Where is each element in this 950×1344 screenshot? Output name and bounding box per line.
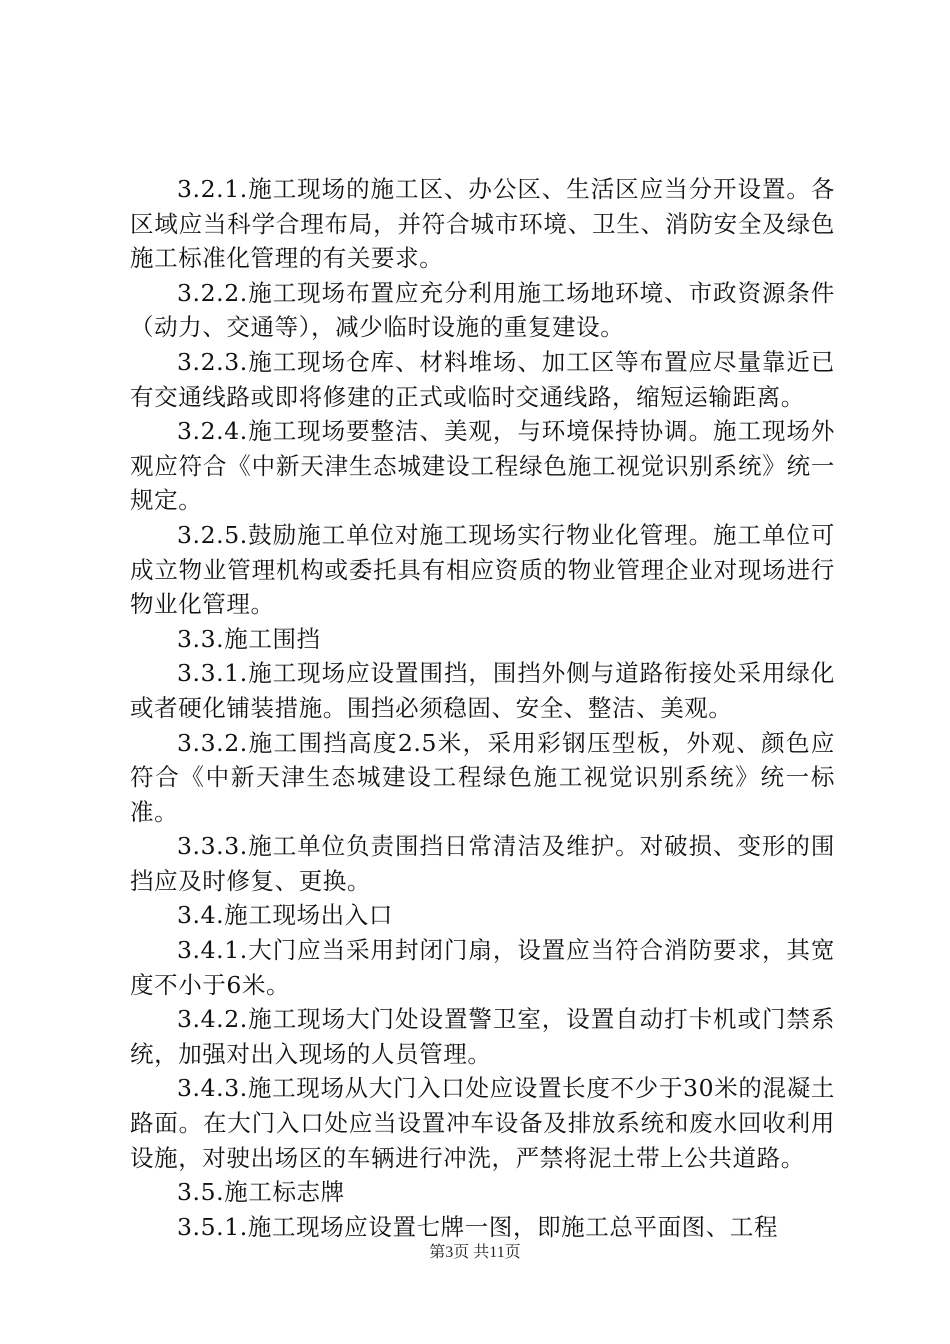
paragraph-3-5-1: 3.5.1.施工现场应设置七牌一图，即施工总平面图、工程 [177,1212,779,1241]
paragraph-3-2-3: 3.2.3.施工现场仓库、材料堆场、加工区等布置应尽量靠近已有交通线路或即将修建的正式或临时交通线路，缩短运输距离。 [130,347,835,411]
paragraph-3-3-2: 3.3.2.施工围挡高度2.5米，采用彩钢压型板，外观、颜色应符合《中新天津生态城建设工程绿色施工视觉识别系统》统一标准。 [130,728,835,826]
section-heading-3-3: 3.3.施工围挡 [177,624,321,653]
paragraph-3-2-2: 3.2.2.施工现场布置应充分利用施工场地环境、市政资源条件（动力、交通等），减少临时设施的重复建设。 [130,278,835,342]
paragraph-3-4-1: 3.4.1.大门应当采用封闭门扇，设置应当符合消防要求，其宽度不小于6米。 [130,936,835,999]
page-footer: 第3页 共11页 [429,1244,521,1261]
paragraph-3-2-4: 3.2.4.施工现场要整洁、美观，与环境保持协调。施工现场外观应符合《中新天津生态城建设工程绿色施工视觉识别系统》统一规定。 [130,417,835,515]
document-body [130,172,835,1244]
paragraph-3-4-3: 3.4.3.施工现场从大门入口处应设置长度不少于30米的混凝土路面。在大门入口处应当设置冲车设备及排放系统和废水回收利用设施，对驶出场区的车辆进行冲洗，严禁将泥土带上公共道路。 [130,1074,835,1172]
paragraph-3-4-2: 3.4.2.施工现场大门处设置警卫室，设置自动打卡机或门禁系统，加强对出入现场的人员管理。 [130,1005,835,1068]
paragraph-3-2-1: 3.2.1.施工现场的施工区、办公区、生活区应当分开设置。各区域应当科学合理布局，并符合城市环境、卫生、消防安全及绿色施工标准化管理的有关要求。 [130,175,835,273]
paragraph-3-3-1: 3.3.1.施工现场应设置围挡，围挡外侧与道路衔接处采用绿化或者硬化铺装措施。围挡必须稳固、安全、整洁、美观。 [130,659,835,722]
section-heading-3-4: 3.4.施工现场出入口 [177,901,393,930]
paragraph-3-2-5: 3.2.5.鼓励施工单位对施工现场实行物业化管理。施工单位可成立物业管理机构或委托具有相应资质的物业管理企业对现场进行物业化管理。 [130,520,835,619]
paragraph-3-3-3: 3.3.3.施工单位负责围挡日常清洁及维护。对破损、变形的围挡应及时修复、更换。 [130,832,835,895]
section-heading-3-5: 3.5.施工标志牌 [177,1178,345,1207]
